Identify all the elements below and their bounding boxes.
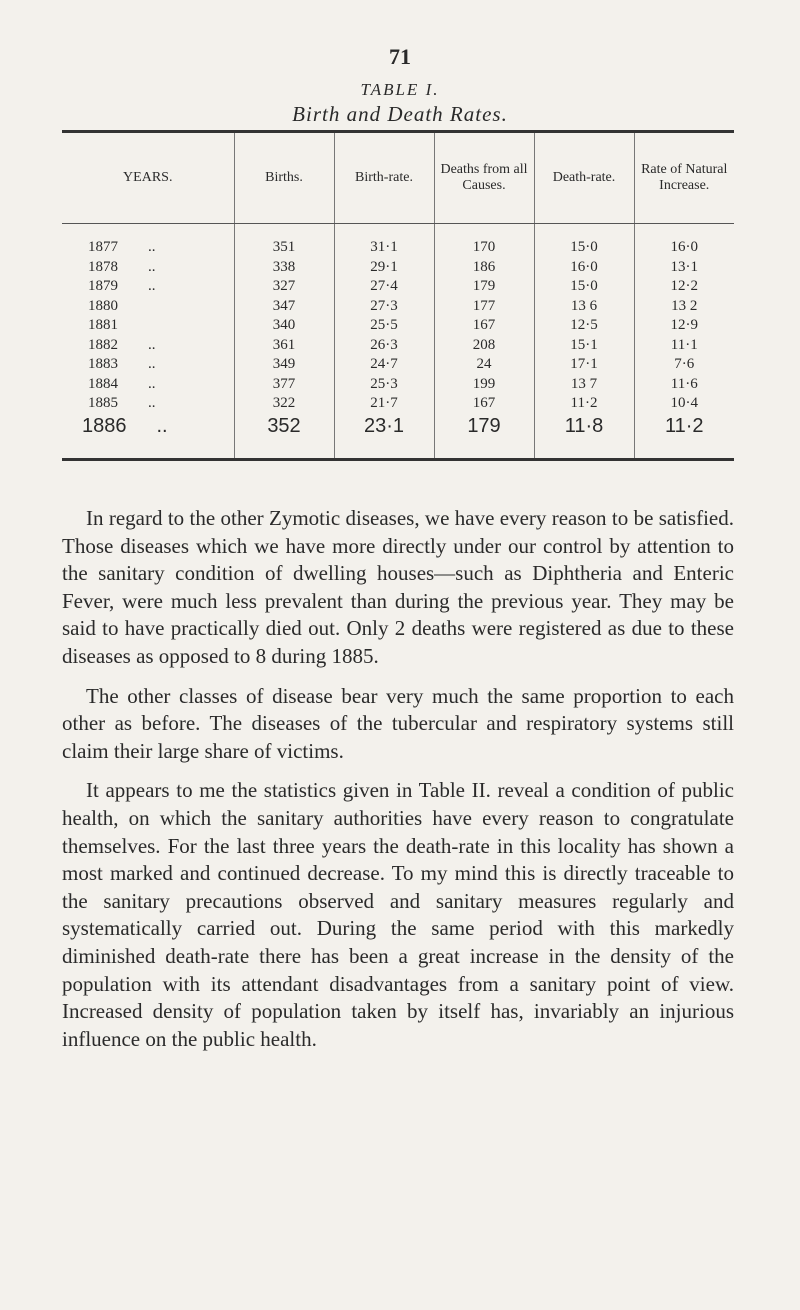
cell-year	[62, 297, 234, 317]
leader-dots: ..	[156, 415, 168, 437]
cell-year	[62, 336, 234, 356]
cell-deaths: 177	[434, 297, 534, 317]
cell-birth-rate: 31·1	[334, 238, 434, 258]
paragraph-other-classes: The other classes of disease bear very much the same proportion to each other as before. The diseases of the tubercular and respiratory systems still claim their large share of victims.	[62, 683, 734, 763]
year-value: 1880	[88, 297, 118, 314]
cell-birth-rate: 29·1	[334, 258, 434, 278]
cell-births: 352	[234, 414, 334, 440]
paragraph-zymotic: In regard to the other Zymotic diseases, we have every reason to be satisfied. Those diseases which we have more directly under our control by attention to the sanitary condition of dwelling houses—such as Diphtheria and Enteric Fever, were much less prevalent than during the previous year. They may be said to have practically died out. Only 2 deaths were registered as due to these diseases as opposed to 8 during 1885.	[62, 506, 734, 668]
cell-year	[62, 375, 234, 395]
birth-death-rates-table	[62, 130, 734, 461]
year-value: 1878	[88, 258, 118, 275]
cell-births: 351	[234, 238, 334, 258]
cell-deaths: 179	[434, 277, 534, 297]
cell-deaths: 170	[434, 238, 534, 258]
cell-natural-increase: 11·6	[670, 375, 698, 392]
year-value: 1884	[88, 375, 118, 392]
cell-deaths: 208	[434, 336, 534, 356]
cell-births: 322	[234, 394, 334, 414]
cell-death-rate: 11·2	[534, 394, 634, 414]
table-spacer-row	[62, 224, 734, 239]
table-row	[62, 336, 734, 356]
page-number: 71	[389, 44, 411, 69]
cell-death-rate: 15·1	[534, 336, 634, 356]
cell-natural-increase: 11·2	[664, 415, 704, 437]
cell-birth-rate: 27·3	[334, 297, 434, 317]
cell-year	[62, 238, 234, 258]
cell-natural-increase: 16·0	[670, 239, 698, 256]
cell-natural-increase: 13·1	[670, 258, 698, 275]
cell-births: 347	[234, 297, 334, 317]
table-spacer-row	[62, 440, 734, 460]
year-value: 1879	[88, 278, 118, 295]
table-caption: Birth and Death Rates.	[292, 102, 508, 126]
table-row	[62, 238, 734, 258]
cell-death-rate: 15·0	[534, 238, 634, 258]
year-value: 1885	[88, 395, 118, 412]
cell-deaths: 167	[434, 394, 534, 414]
table-row	[62, 258, 734, 278]
year-value: 1881	[88, 317, 118, 334]
cell-death-rate: 17·1	[534, 355, 634, 375]
table-label: TABLE I.	[360, 80, 440, 99]
header-birth-rate: Birth-rate.	[334, 132, 434, 224]
leader-dots: ..	[148, 336, 156, 353]
cell-natural-increase: 11·1	[670, 336, 698, 353]
cell-death-rate: 11·8	[534, 414, 634, 440]
cell-birth-rate: 23·1	[334, 414, 434, 440]
cell-births: 338	[234, 258, 334, 278]
cell-natural-increase: 12·9	[670, 317, 698, 334]
cell-birth-rate: 21·7	[334, 394, 434, 414]
cell-deaths: 167	[434, 316, 534, 336]
cell-births: 327	[234, 277, 334, 297]
paragraph-statistics: It appears to me the statistics given in Table II. reveal a condition of public health, on which the sanitary authorities have every reason to congratulate themselves. For the last three years the death-rate in this locality has shown a most marked and continued decrease. To my mind this is directly traceable to the sanitary precautions observed and sanitary measures regularly and systematically carried out. During the same period with this markedly diminished death-rate there has been a great increase in the density of the population with its attendant disadvantages from a sanitary point of view. Increased density of population taken by itself has, invariably an injurious influence on the public health.	[62, 778, 734, 1051]
table-header-row	[62, 132, 734, 224]
cell-births: 377	[234, 375, 334, 395]
header-natural-increase: Rate of Natural Increase.	[634, 132, 734, 224]
table-row	[62, 297, 734, 317]
leader-dots: ..	[148, 356, 156, 373]
table-row	[62, 375, 734, 395]
header-births: Births.	[234, 132, 334, 224]
table-row	[62, 394, 734, 414]
cell-death-rate: 12·5	[534, 316, 634, 336]
year-value: 1882	[88, 336, 118, 353]
leader-dots: ..	[148, 239, 156, 256]
cell-year	[62, 258, 234, 278]
cell-natural-increase: 13 2	[671, 297, 698, 314]
leader-dots: ..	[148, 258, 156, 275]
cell-birth-rate: 26·3	[334, 336, 434, 356]
cell-deaths: 199	[434, 375, 534, 395]
table-row	[62, 277, 734, 297]
table-body	[62, 224, 734, 460]
cell-year	[62, 277, 234, 297]
header-deaths: Deaths from all Causes.	[434, 132, 534, 224]
leader-dots: ..	[148, 278, 156, 295]
cell-deaths: 24	[434, 355, 534, 375]
table-row	[62, 316, 734, 336]
cell-death-rate: 13 7	[534, 375, 634, 395]
table-row	[62, 355, 734, 375]
cell-births: 349	[234, 355, 334, 375]
leader-dots: ..	[148, 395, 156, 412]
cell-deaths: 179	[434, 414, 534, 440]
cell-year	[62, 355, 234, 375]
cell-birth-rate: 25·3	[334, 375, 434, 395]
cell-birth-rate: 25·5	[334, 316, 434, 336]
cell-death-rate: 16·0	[534, 258, 634, 278]
year-value: 1883	[88, 356, 118, 373]
cell-natural-increase: 10·4	[670, 395, 698, 412]
year-value: 1877	[88, 239, 118, 256]
cell-death-rate: 13 6	[534, 297, 634, 317]
table-row	[62, 414, 734, 440]
body-text	[62, 505, 734, 1065]
header-years: YEARS.	[62, 132, 234, 224]
header-death-rate: Death-rate.	[534, 132, 634, 224]
cell-year	[62, 316, 234, 336]
cell-year	[62, 414, 234, 440]
cell-death-rate: 15·0	[534, 277, 634, 297]
cell-natural-increase: 7·6	[674, 356, 695, 373]
cell-birth-rate: 27·4	[334, 277, 434, 297]
leader-dots: ..	[148, 375, 156, 392]
cell-natural-increase: 12·2	[670, 278, 698, 295]
cell-year	[62, 394, 234, 414]
cell-birth-rate: 24·7	[334, 355, 434, 375]
cell-births: 361	[234, 336, 334, 356]
year-value: 1886	[82, 415, 127, 437]
cell-deaths: 186	[434, 258, 534, 278]
cell-births: 340	[234, 316, 334, 336]
